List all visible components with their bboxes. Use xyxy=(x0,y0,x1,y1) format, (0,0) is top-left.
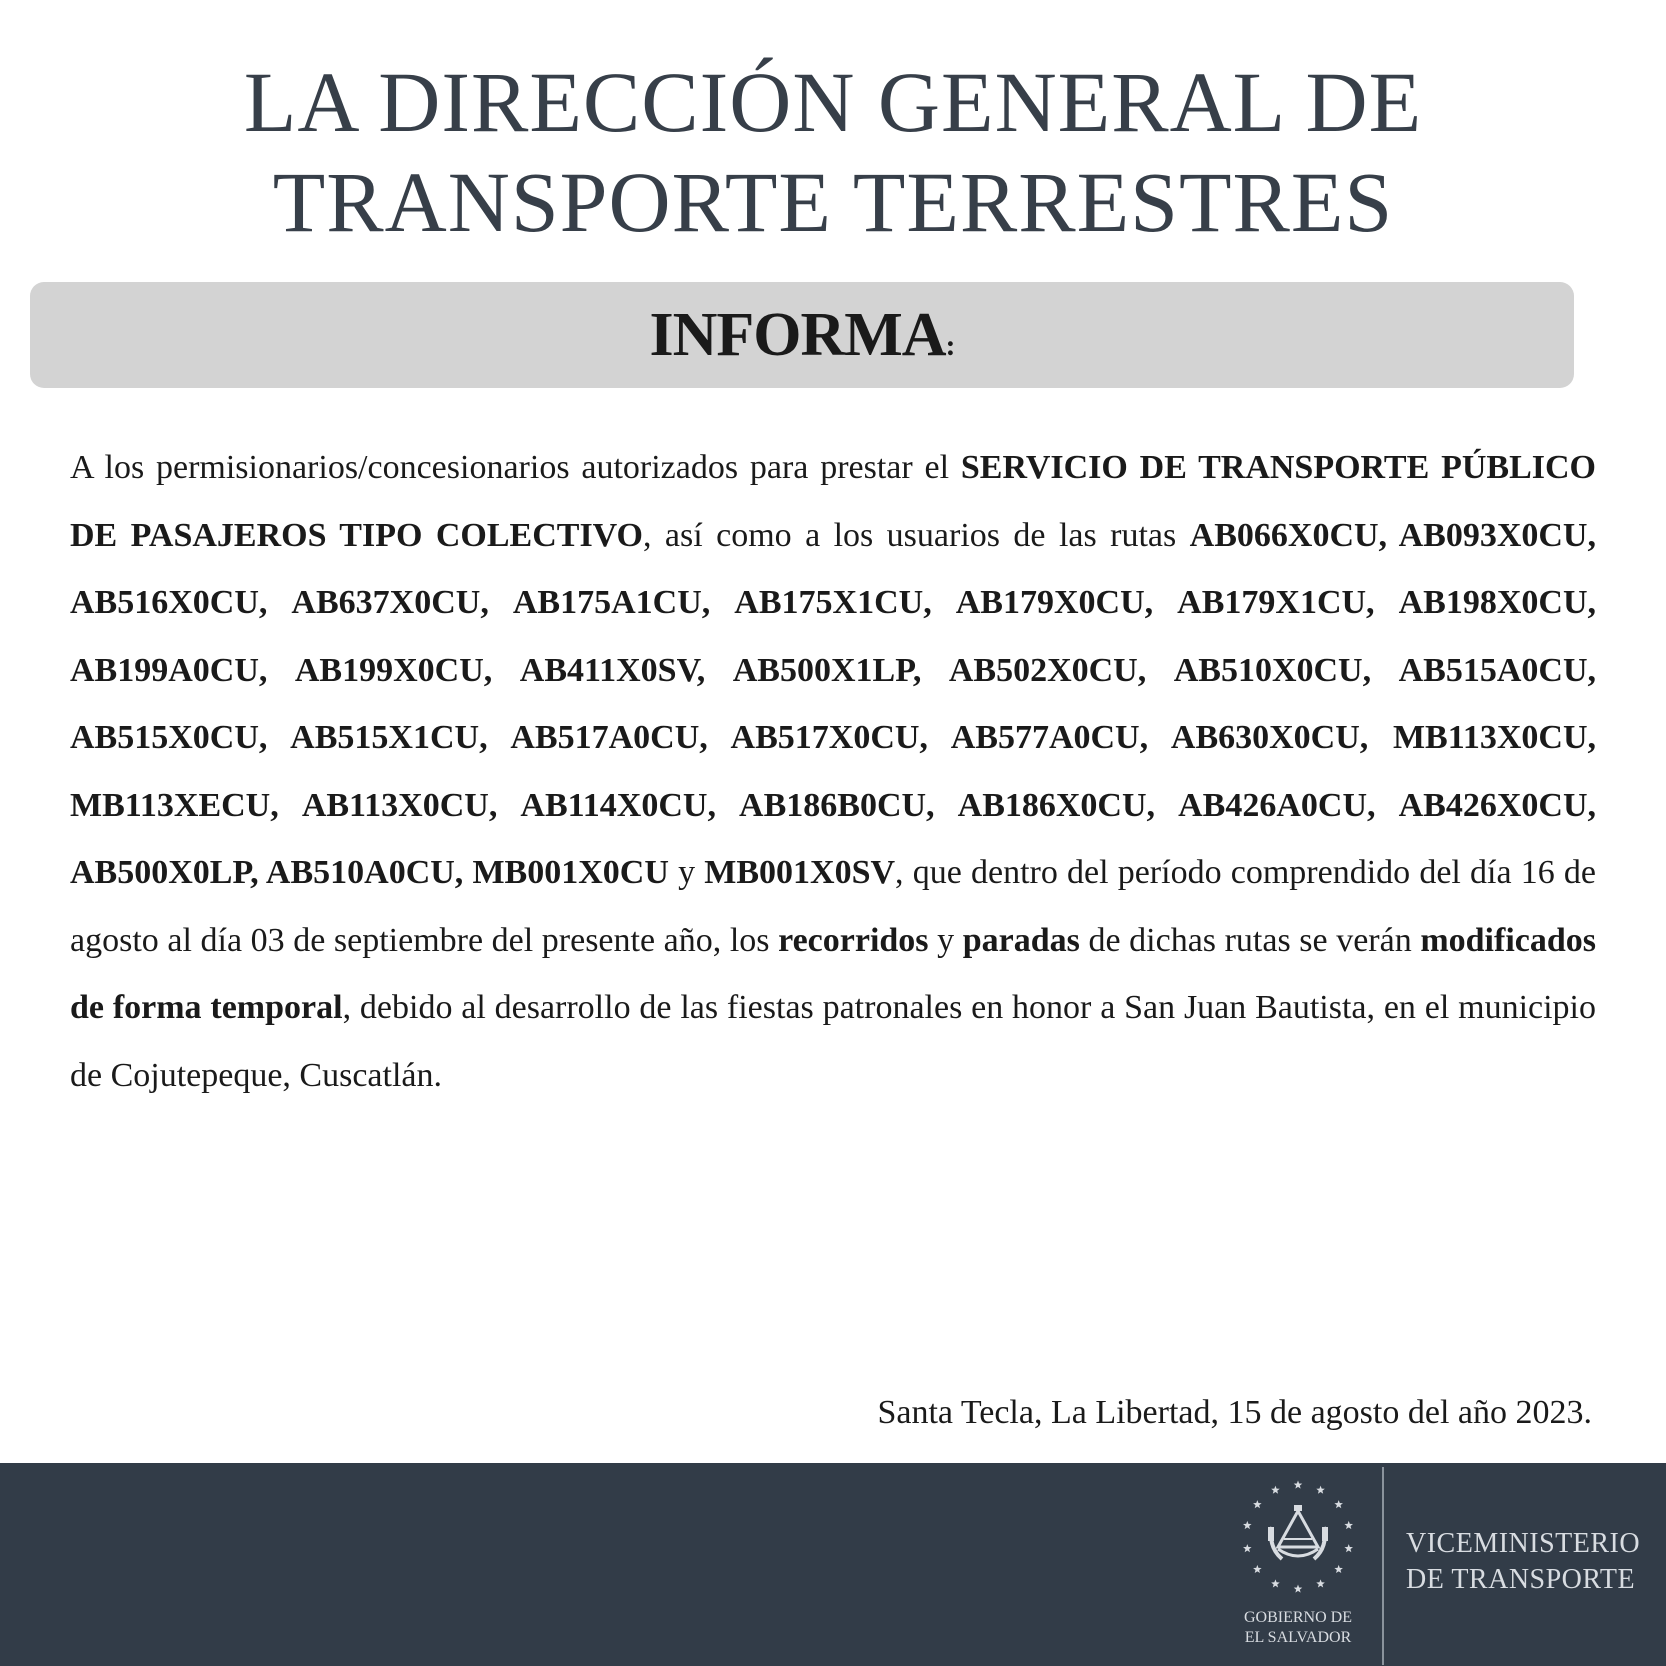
route-last: MB001X0SV xyxy=(704,854,896,891)
informa-banner xyxy=(30,282,1574,388)
body-users: , así como a los usuarios de las rutas xyxy=(643,516,1190,554)
temporary-modification: modificados de forma temporal xyxy=(70,921,1596,1026)
route-list: AB066X0CU, AB093X0CU, AB516X0CU, AB637X0CU, AB175A1CU, AB175X1CU, AB179X0CU, AB179X1CU, AB198X0CU, AB199A0CU, AB199X0CU, AB411X0SV, AB500X1LP, AB502X0CU, AB510X0CU, AB515A0CU, AB515X0CU, AB515X1CU, AB517A0CU, AB517X0CU, AB577A0CU, AB630X0CU, MB113X0CU, MB113XECU, AB113X0CU, AB114X0CU, AB186B0CU, AB186X0CU, AB426A0CU, AB426X0CU, AB500X0LP, AB510A0CU, MB001X0CU xyxy=(70,516,1596,891)
service-type: SERVICIO DE TRANSPORTE PÚBLICO DE PASAJEROS TIPO COLECTIVO xyxy=(70,449,1596,554)
seal-star-icon xyxy=(1294,1585,1303,1593)
recorridos-term: recorridos xyxy=(778,921,929,959)
seal-star-icon xyxy=(1316,1579,1325,1587)
footer-divider xyxy=(1382,1467,1384,1665)
footer-bar xyxy=(0,1463,1666,1666)
seal-star-icon xyxy=(1243,1544,1252,1552)
government-label-line-2: EL SALVADOR xyxy=(1244,1629,1352,1646)
seal-star-icon xyxy=(1294,1481,1303,1489)
seal-star-icon xyxy=(1253,1565,1262,1573)
notice-body xyxy=(70,434,1596,1109)
seal-star-icon xyxy=(1243,1521,1252,1529)
seal-star-icon xyxy=(1344,1544,1353,1552)
date-location: Santa Tecla, La Libertad, 15 de agosto del año 2023. xyxy=(877,1394,1592,1431)
el-salvador-coat-of-arms-icon xyxy=(1238,1477,1358,1597)
seal-star-icon xyxy=(1334,1565,1343,1573)
body-conjunction-1: y xyxy=(668,854,705,891)
seal-star-icon xyxy=(1253,1500,1262,1508)
seal-star-icon xyxy=(1334,1500,1343,1508)
seal-star-icon xyxy=(1271,1579,1280,1587)
paradas-term: paradas xyxy=(962,921,1080,959)
body-conjunction-2: y xyxy=(928,921,963,959)
informa-heading-text: INFORMA xyxy=(649,300,946,369)
page-title-line-2: TRANSPORTE TERRESTRES xyxy=(272,154,1394,250)
government-label xyxy=(1204,1608,1392,1648)
informa-heading xyxy=(649,300,954,371)
seal-star-icon xyxy=(1344,1521,1353,1529)
seal-star-icon xyxy=(1316,1486,1325,1494)
government-label-line-1: GOBIERNO DE xyxy=(1244,1609,1352,1626)
page-title-line-1: LA DIRECCIÓN GENERAL DE xyxy=(243,54,1423,150)
viceministry-label-line-1: VICEMINISTERIO xyxy=(1406,1528,1641,1559)
body-modified: de dichas rutas se verán xyxy=(1079,921,1421,959)
body-period: , que dentro del período comprendido del día 16 de agosto al día 03 de septiembre del presente año, los xyxy=(70,854,1596,959)
body-reason: , debido al desarrollo de las fiestas patronales en honor a San Juan Bautista, en el municipio de Cojutepeque, Cuscatlán. xyxy=(70,989,1596,1094)
body-intro: A los permisionarios/concesionarios autorizados para prestar el xyxy=(70,449,961,486)
viceministry-label xyxy=(1406,1526,1640,1598)
viceministry-label-line-2: DE TRANSPORTE xyxy=(1406,1564,1636,1595)
page-title xyxy=(0,52,1666,252)
seal-star-icon xyxy=(1271,1486,1280,1494)
informa-heading-colon: : xyxy=(945,328,955,362)
